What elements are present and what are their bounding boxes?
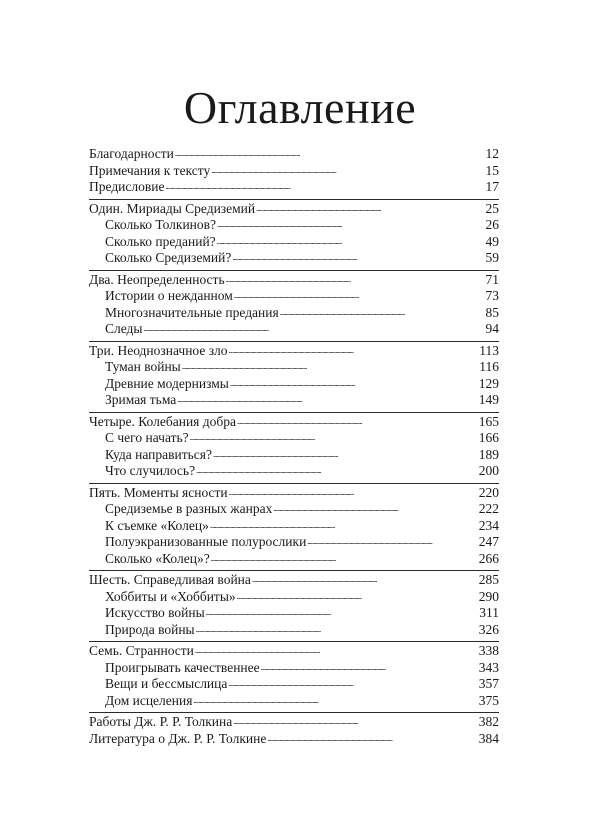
toc-entry xyxy=(89,343,499,360)
toc-page-number: 247 xyxy=(478,534,499,549)
dot-leader xyxy=(196,622,478,634)
toc-subentry xyxy=(89,430,499,447)
toc-entry-title: Куда направиться? xyxy=(105,446,212,462)
toc-entry-title: Многозначительные предания xyxy=(105,304,279,320)
toc-entry-title: Сколько Толкинов? xyxy=(105,217,217,232)
toc-entry-title: Два. Неопределенность xyxy=(89,271,225,287)
toc-entry-title: Литература о Дж. Р. Р. Толкине xyxy=(89,730,267,746)
toc-entry xyxy=(89,179,499,196)
toc-entry-title: Проигрывать качественнее xyxy=(105,659,260,675)
toc-entry-title: Один. Мириады Средиземий xyxy=(89,200,256,216)
dot-leader xyxy=(237,414,478,426)
toc-entry-title: Три. Неоднозначное зло xyxy=(89,342,228,358)
toc-section xyxy=(89,641,499,709)
toc-entry-title: Истории о нежданном xyxy=(105,288,233,303)
dot-leader xyxy=(261,660,478,672)
toc-page-number: 200 xyxy=(478,463,499,478)
dot-leader xyxy=(267,731,477,743)
toc-page-number: 59 xyxy=(485,250,499,265)
toc-entry-title: К съемке «Колец» xyxy=(105,517,209,533)
toc-subentry xyxy=(89,551,499,568)
dot-leader xyxy=(211,163,484,175)
toc-page-number: 222 xyxy=(478,501,499,516)
toc-entry-title: Пять. Моменты ясности xyxy=(89,484,228,500)
toc-subentry xyxy=(89,234,499,251)
page-title: Оглавление xyxy=(183,82,417,133)
toc-page-number: 15 xyxy=(485,162,499,178)
toc-entry-title: Следы xyxy=(105,321,143,336)
toc-entry xyxy=(89,714,499,731)
dot-leader xyxy=(182,359,479,371)
toc-page-number: 220 xyxy=(478,484,499,500)
toc-entry xyxy=(89,163,499,180)
toc-page-number: 113 xyxy=(479,342,499,358)
toc-subentry xyxy=(89,676,499,693)
toc-subentry xyxy=(89,501,499,518)
toc-section xyxy=(89,570,499,638)
toc-subentry xyxy=(89,288,499,305)
toc-entry-title: Благодарности xyxy=(89,146,174,161)
dot-leader xyxy=(230,376,478,388)
toc-subentry xyxy=(89,534,499,551)
toc-section xyxy=(89,146,499,196)
toc-entry-title: Четыре. Колебания добра xyxy=(89,413,236,429)
toc-page-number: 326 xyxy=(478,621,499,637)
toc-subentry xyxy=(89,693,499,710)
toc-entry xyxy=(89,414,499,431)
toc-entry-title: Туман войны xyxy=(105,359,181,374)
dot-leader xyxy=(228,676,477,688)
toc-subentry xyxy=(89,660,499,677)
toc-page-number: 26 xyxy=(485,217,499,232)
table-of-contents xyxy=(89,146,499,750)
toc-subentry xyxy=(89,605,499,622)
toc-page-number: 25 xyxy=(485,200,499,216)
toc-page-number: 73 xyxy=(485,288,499,303)
dot-leader xyxy=(211,551,478,563)
toc-entry-title: Хоббиты и «Хоббиты» xyxy=(105,588,236,604)
dot-leader xyxy=(252,572,478,584)
toc-subentry xyxy=(89,447,499,464)
toc-entry-title: Природа войны xyxy=(105,621,195,637)
toc-entry-title: Древние модернизмы xyxy=(105,375,229,391)
dot-leader xyxy=(256,201,484,213)
toc-section xyxy=(89,341,499,409)
toc-entry-title: Сколько «Колец»? xyxy=(105,550,210,566)
toc-entry xyxy=(89,731,499,748)
toc-entry-title: Работы Дж. Р. Р. Толкина xyxy=(89,714,233,729)
toc-page-number: 12 xyxy=(485,146,499,161)
toc-entry-title: Дом исцеления xyxy=(105,692,193,708)
toc-entry xyxy=(89,485,499,502)
toc-page-number: 266 xyxy=(478,550,499,566)
toc-entry xyxy=(89,643,499,660)
dot-leader xyxy=(229,343,479,355)
toc-subentry xyxy=(89,518,499,535)
dot-leader xyxy=(190,430,478,442)
dot-leader xyxy=(196,463,478,475)
toc-entry-title: Что случилось? xyxy=(105,463,196,478)
toc-page-number: 166 xyxy=(478,430,499,445)
dot-leader xyxy=(226,272,485,284)
dot-leader xyxy=(175,146,485,158)
toc-subentry xyxy=(89,463,499,480)
toc-entry-title: Зримая тьма xyxy=(105,392,177,407)
dot-leader xyxy=(280,305,485,317)
dot-leader xyxy=(195,643,478,655)
toc-subentry xyxy=(89,217,499,234)
toc-entry-title: Шесть. Справедливая война xyxy=(89,572,251,587)
toc-page-number: 375 xyxy=(478,692,499,708)
dot-leader xyxy=(237,589,478,601)
toc-page-number: 357 xyxy=(478,676,499,691)
toc-page-number: 343 xyxy=(478,659,499,675)
dot-leader xyxy=(229,485,478,497)
dot-leader xyxy=(206,605,479,617)
dot-leader xyxy=(177,392,477,404)
dot-leader xyxy=(193,693,477,705)
dot-leader xyxy=(233,714,477,726)
toc-page-number: 234 xyxy=(478,517,499,533)
dot-leader xyxy=(210,518,478,530)
toc-subentry xyxy=(89,250,499,267)
toc-entry-title: С чего начать? xyxy=(105,430,189,445)
toc-section xyxy=(89,712,499,747)
toc-page-number: 311 xyxy=(479,605,499,620)
toc-entry-title: Семь. Странности xyxy=(89,643,194,658)
toc-entry-title: Сколько преданий? xyxy=(105,233,216,249)
toc-page-number: 384 xyxy=(478,730,499,746)
toc-subentry xyxy=(89,359,499,376)
toc-page-number: 382 xyxy=(478,714,499,729)
toc-entry xyxy=(89,146,499,163)
dot-leader xyxy=(217,217,484,229)
toc-entry-title: Примечания к тексту xyxy=(89,162,211,178)
toc-entry xyxy=(89,201,499,218)
dot-leader xyxy=(232,250,484,262)
toc-page-number: 17 xyxy=(485,179,499,194)
dot-leader xyxy=(144,321,485,333)
dot-leader xyxy=(213,447,478,459)
toc-subentry xyxy=(89,376,499,393)
dot-leader xyxy=(273,501,477,513)
toc-subentry xyxy=(89,305,499,322)
toc-section xyxy=(89,483,499,568)
toc-entry-title: Полуэкранизованные полурослики xyxy=(105,534,307,549)
toc-entry-title: Вещи и бессмыслица xyxy=(105,676,228,691)
toc-page-number: 71 xyxy=(485,271,499,287)
toc-entry-title: Предисловие xyxy=(89,179,165,194)
dot-leader xyxy=(234,288,485,300)
toc-page-number: 149 xyxy=(478,392,499,407)
toc-section xyxy=(89,412,499,480)
dot-leader xyxy=(217,234,485,246)
toc-subentry xyxy=(89,321,499,338)
toc-page-number: 116 xyxy=(479,359,499,374)
toc-page-number: 85 xyxy=(485,304,499,320)
toc-entry-title: Средиземье в разных жанрах xyxy=(105,501,273,516)
toc-subentry xyxy=(89,622,499,639)
toc-entry-title: Искусство войны xyxy=(105,605,205,620)
toc-subentry xyxy=(89,589,499,606)
toc-entry xyxy=(89,572,499,589)
toc-page-number: 49 xyxy=(485,233,499,249)
toc-section xyxy=(89,270,499,338)
toc-subentry xyxy=(89,392,499,409)
dot-leader xyxy=(307,534,477,546)
toc-page-number: 129 xyxy=(478,375,499,391)
toc-page-number: 285 xyxy=(478,572,499,587)
dot-leader xyxy=(165,179,484,191)
toc-page-number: 165 xyxy=(478,413,499,429)
toc-page-number: 338 xyxy=(478,643,499,658)
toc-page-number: 290 xyxy=(478,588,499,604)
toc-entry-title: Сколько Средиземий? xyxy=(105,250,232,265)
toc-page-number: 189 xyxy=(478,446,499,462)
toc-section xyxy=(89,199,499,267)
toc-page-number: 94 xyxy=(485,321,499,336)
toc-entry xyxy=(89,272,499,289)
